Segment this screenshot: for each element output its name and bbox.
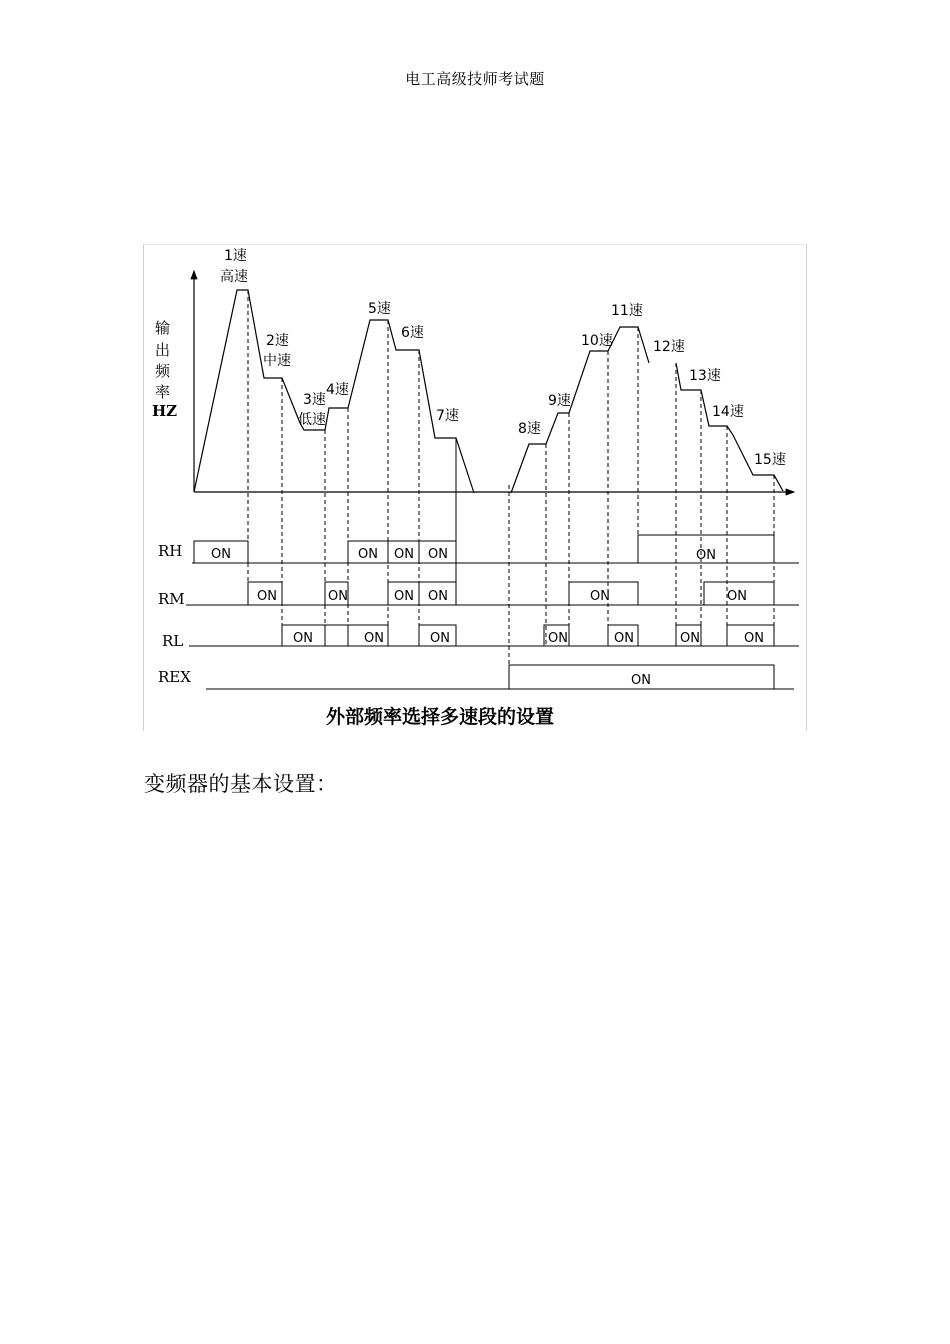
speed-label-14: 14速	[712, 404, 744, 420]
rl-on-pulse-2	[325, 625, 348, 646]
figure-caption: 外部频率选择多速段的设置	[325, 706, 555, 728]
speed-label-4: 4速	[326, 382, 349, 398]
axis-label-char-3: 频	[155, 362, 171, 380]
rh-on-label-2: ON	[358, 547, 378, 562]
speed-label-7: 7速	[436, 408, 459, 424]
rl-on-label-6: ON	[614, 631, 634, 646]
axis-unit: HZ	[152, 402, 178, 420]
rh-on-label-3: ON	[394, 547, 414, 562]
rl-on-label-7: ON	[680, 631, 700, 646]
signal-name-rex: REX	[158, 668, 191, 686]
rm-on-label-4: ON	[428, 589, 448, 604]
rm-on-label-1: ON	[257, 589, 277, 604]
speed-label-2: 2速	[266, 333, 289, 349]
rl-on-label-5: ON	[548, 631, 568, 646]
axis-label-char-1: 输	[155, 319, 171, 337]
rl-on-label-3: ON	[364, 631, 384, 646]
rl-on-label-4: ON	[430, 631, 450, 646]
rm-on-label-2: ON	[328, 589, 348, 604]
rex-on-label: ON	[631, 673, 651, 688]
speed-label-5: 5速	[368, 301, 391, 317]
speed-label-11: 11速	[611, 303, 643, 319]
speed-label-1-sub: 高速	[220, 269, 248, 285]
rm-on-label-6: ON	[727, 589, 747, 604]
timing-diagram-figure	[143, 244, 807, 731]
rm-on-label-5: ON	[590, 589, 610, 604]
speed-label-1: 1速	[224, 248, 247, 264]
speed-label-13: 13速	[689, 368, 721, 384]
signal-name-rh: RH	[158, 542, 183, 560]
axis-label-char-2: 出	[155, 341, 171, 359]
rm-on-label-3: ON	[394, 589, 414, 604]
speed-label-3-sub: 低速	[298, 412, 326, 428]
speed-label-15: 15速	[754, 452, 786, 468]
signal-name-rl: RL	[162, 632, 184, 650]
timing-diagram	[144, 245, 808, 732]
rl-on-label-8: ON	[744, 631, 764, 646]
axis-label-char-4: 率	[155, 383, 171, 401]
rh-on-label-4: ON	[428, 547, 448, 562]
frequency-curve-segment-2	[511, 327, 649, 493]
speed-label-6: 6速	[401, 325, 424, 341]
page-header: 电工高级技师考试题	[405, 70, 545, 88]
signal-name-rm: RM	[158, 590, 185, 608]
speed-label-10: 10速	[581, 333, 613, 349]
section-heading: 变频器的基本设置：	[144, 772, 338, 796]
speed-label-9: 9速	[548, 393, 571, 409]
rh-on-label-5: ON	[696, 548, 716, 563]
speed-label-12: 12速	[653, 339, 685, 355]
speed-label-3: 3速	[303, 392, 326, 408]
speed-transition-lines	[248, 290, 774, 685]
speed-label-2-sub: 中速	[263, 353, 291, 369]
rl-on-label-1: ON	[293, 631, 313, 646]
speed-label-8: 8速	[518, 421, 541, 437]
rh-on-label-1: ON	[211, 547, 231, 562]
